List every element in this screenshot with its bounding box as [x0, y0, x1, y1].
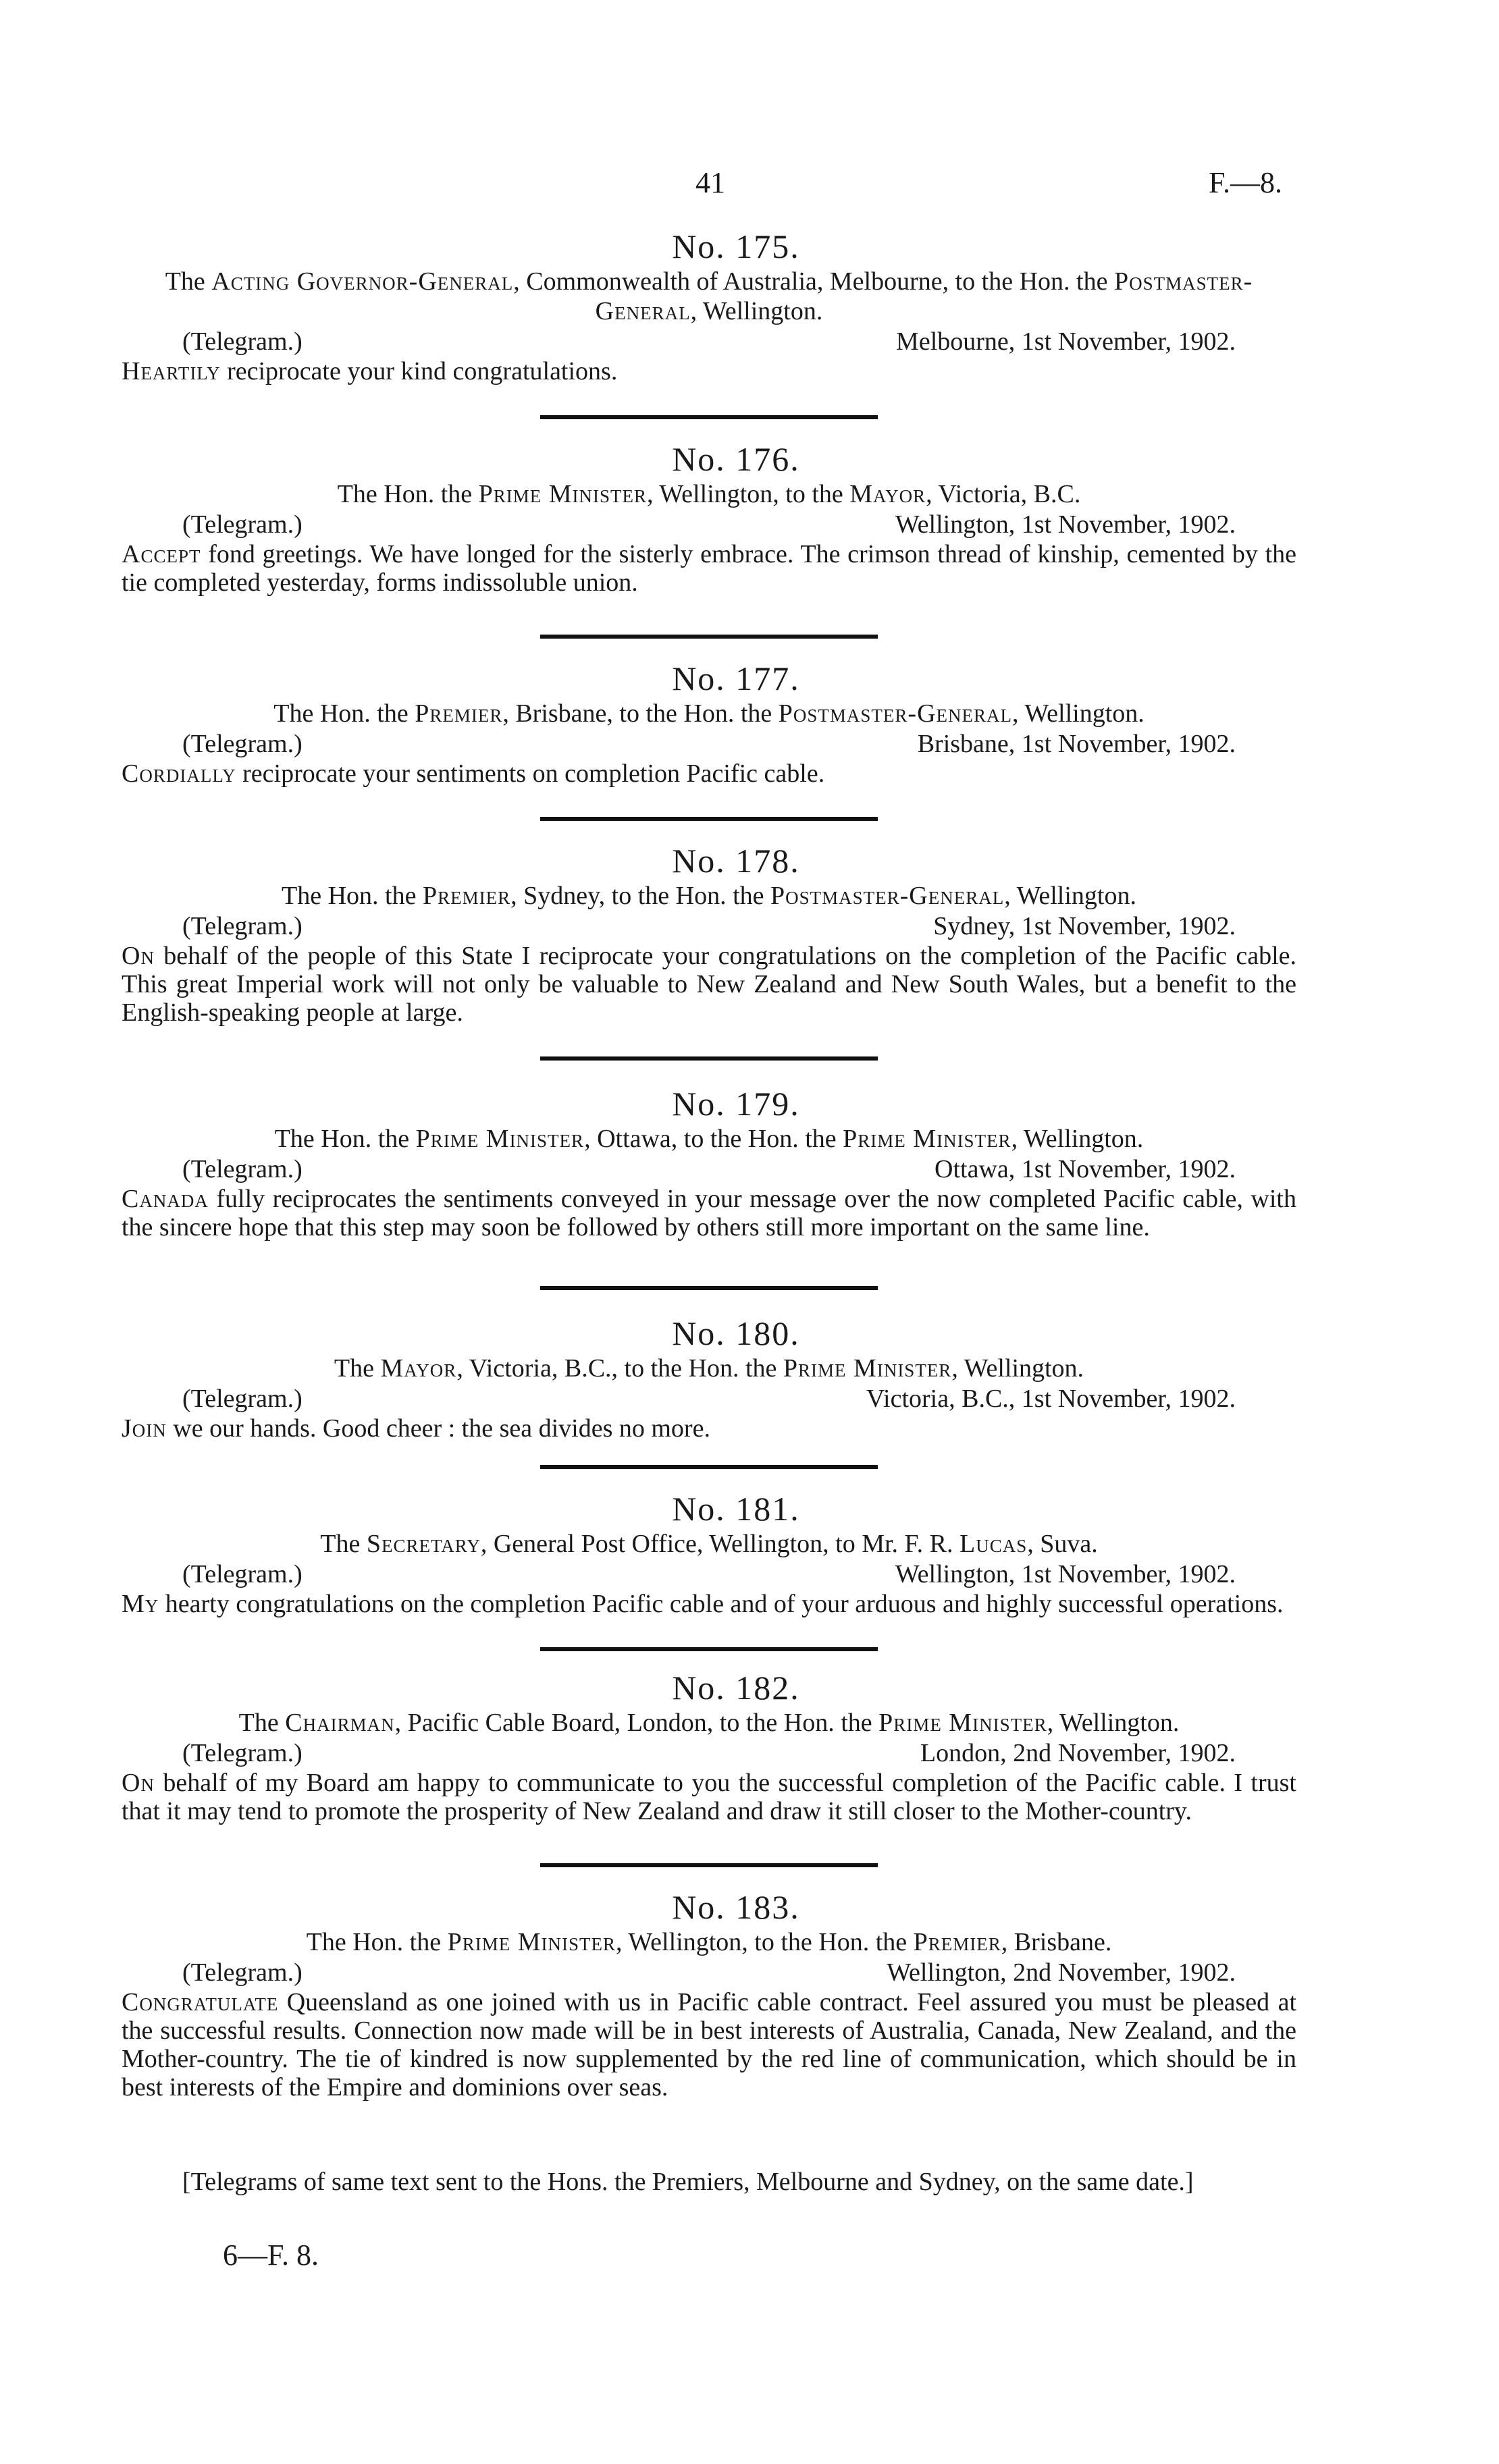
- telegram-place-date: Ottawa, 1st November, 1902.: [935, 1155, 1236, 1183]
- telegram-section: [122, 840, 1296, 1027]
- telegram-body: [122, 1414, 1296, 1443]
- telegram-text: behalf of the people of this State I reciprocate your congratulations on the completion of the Pacific cable. This great Imperial work will not only be valuable to New Zealand and New South Wales, but a benefit to the English-speaking people at large.: [122, 942, 1296, 1027]
- telegram-meta: [122, 326, 1296, 357]
- telegram-body: [122, 1769, 1296, 1825]
- telegram-number: No. 179.: [672, 1085, 800, 1123]
- telegram-lead-word: Join: [122, 1414, 167, 1443]
- title-smallcaps: Mayor: [380, 1354, 457, 1383]
- telegram-address: The Mayor, Victoria, B.C., to the Hon. the Prime Minister, Wellington.: [334, 1354, 1084, 1383]
- signature-mark: 6—F. 8.: [223, 2239, 319, 2272]
- telegram-meta: [122, 911, 1296, 942]
- telegram-place-date: Melbourne, 1st November, 1902.: [896, 327, 1236, 356]
- telegram-lead-word: Accept: [122, 540, 201, 568]
- title-smallcaps: Postmaster-General: [770, 882, 1005, 910]
- telegram-meta: [122, 1383, 1296, 1414]
- telegram-number: No. 175.: [672, 227, 800, 265]
- telegram-place-date: London, 2nd November, 1902.: [920, 1739, 1236, 1767]
- title-smallcaps: Prime Minister: [783, 1354, 952, 1383]
- section-divider: [540, 635, 878, 639]
- telegram-address: The Hon. the Prime Minister, Wellington, to the Mayor, Victoria, B.C.: [337, 480, 1081, 508]
- telegram-text: reciprocate your sentiments on completion Pacific cable.: [236, 759, 825, 788]
- telegram-section: [122, 1887, 1296, 2101]
- telegram-meta: [122, 1559, 1296, 1590]
- telegram-place-date: Wellington, 1st November, 1902.: [895, 1560, 1236, 1588]
- telegram-text: behalf of my Board am happy to communicate to you the successful completion of the Pacific cable. I trust that it may tend to promote the prosperity of New Zealand and draw it still closer to the Mother-country.: [122, 1769, 1296, 1825]
- telegram-meta: [122, 1154, 1296, 1185]
- section-divider: [540, 817, 878, 821]
- section-divider: [540, 415, 878, 419]
- title-smallcaps: Prime Minister: [415, 1125, 585, 1153]
- telegram-text: fully reciprocates the sentiments conveyed in your message over the now completed Pacific cable, with the sincere hope that this step may soon be followed by others still more important on the same line.: [122, 1185, 1296, 1241]
- telegram-address: The Acting Governor-General, Commonwealth of Australia, Melbourne, to the Hon. the Postmaster-General, Wellington.: [165, 267, 1253, 325]
- telegram-number: No. 180.: [672, 1314, 800, 1352]
- telegram-mode: (Telegram.): [182, 327, 303, 356]
- telegram-section: [122, 226, 1296, 385]
- telegram-body: [122, 759, 1296, 788]
- telegram-section: [122, 658, 1296, 788]
- telegram-number: No. 182.: [672, 1669, 800, 1707]
- telegram-number: No. 181.: [672, 1490, 800, 1528]
- telegram-mode: (Telegram.): [182, 510, 303, 539]
- telegram-address: The Hon. the Prime Minister, Ottawa, to the Hon. the Prime Minister, Wellington.: [274, 1125, 1144, 1153]
- title-smallcaps: Secretary: [366, 1530, 481, 1558]
- telegram-text: hearty congratulations on the completion Pacific cable and of your arduous and highly successful operations.: [159, 1590, 1284, 1618]
- telegram-lead-word: Heartily: [122, 357, 221, 385]
- telegram-mode: (Telegram.): [182, 1155, 303, 1183]
- telegram-mode: (Telegram.): [182, 1958, 303, 1987]
- telegram-section: [122, 1313, 1296, 1443]
- telegram-lead-word: On: [122, 942, 155, 970]
- telegram-meta: [122, 1957, 1296, 1988]
- telegram-mode: (Telegram.): [182, 1385, 303, 1413]
- telegram-body: [122, 1988, 1296, 2101]
- telegram-address: The Chairman, Pacific Cable Board, London, to the Hon. the Prime Minister, Wellington.: [238, 1709, 1180, 1737]
- telegram-meta: [122, 1738, 1296, 1769]
- title-smallcaps: Lucas: [959, 1530, 1028, 1558]
- telegram-place-date: Sydney, 1st November, 1902.: [933, 912, 1236, 940]
- telegram-text: we our hands. Good cheer : the sea divides no more.: [166, 1414, 710, 1443]
- telegram-lead-word: Canada: [122, 1185, 209, 1213]
- telegram-lead-word: Cordially: [122, 759, 236, 788]
- telegram-mode: (Telegram.): [182, 730, 303, 758]
- title-smallcaps: Premier: [422, 882, 511, 910]
- section-divider: [540, 1056, 878, 1061]
- telegram-number: No. 183.: [672, 1888, 800, 1926]
- telegram-meta: [122, 509, 1296, 540]
- telegram-lead-word: On: [122, 1769, 155, 1797]
- document-reference: F.—8.: [1209, 166, 1282, 199]
- telegram-section: [122, 1667, 1296, 1825]
- telegram-address: The Hon. the Premier, Brisbane, to the Hon. the Postmaster-General, Wellington.: [273, 699, 1145, 728]
- telegram-section: [122, 1489, 1296, 1618]
- telegram-section: [122, 1083, 1296, 1241]
- telegram-number: No. 177.: [672, 660, 800, 697]
- title-smallcaps: Prime Minister: [478, 480, 648, 508]
- closing-note: [Telegrams of same text sent to the Hons. the Premiers, Melbourne and Sydney, on the same date.]: [182, 2168, 1194, 2196]
- telegram-place-date: Wellington, 2nd November, 1902.: [887, 1958, 1236, 1987]
- section-divider: [540, 1286, 878, 1290]
- telegram-text: fond greetings. We have longed for the sisterly embrace. The crimson thread of kinship, cemented by the tie completed yesterday, forms indissoluble union.: [122, 540, 1296, 597]
- telegram-lead-word: Congratulate: [122, 1988, 279, 2016]
- telegram-address: The Hon. the Premier, Sydney, to the Hon. the Postmaster-General, Wellington.: [282, 882, 1136, 910]
- telegram-section: [122, 439, 1296, 597]
- telegram-address: The Hon. the Prime Minister, Wellington, to the Hon. the Premier, Brisbane.: [306, 1928, 1112, 1956]
- title-smallcaps: Postmaster-General: [595, 267, 1253, 325]
- telegram-mode: (Telegram.): [182, 1560, 303, 1588]
- title-smallcaps: Premier: [415, 699, 503, 728]
- title-smallcaps: Acting Governor-General: [211, 267, 514, 296]
- telegram-text: reciprocate your kind congratulations.: [220, 357, 618, 385]
- telegram-body: [122, 942, 1296, 1027]
- telegram-number: No. 176.: [672, 440, 800, 478]
- title-smallcaps: Mayor: [849, 480, 926, 508]
- title-smallcaps: Prime Minister: [878, 1709, 1047, 1737]
- section-divider: [540, 1863, 878, 1867]
- telegram-text: Queensland as one joined with us in Pacific cable contract. Feel assured you must be pleased at the successful results. Connection now made will be in best interests of Australia, Canada, New Zealand, and the Mother-country. The tie of kindred is now supplemented by the red line of communication, which should be in best interests of the Empire and dominions over seas.: [122, 1988, 1296, 2101]
- telegram-mode: (Telegram.): [182, 1739, 303, 1767]
- telegram-mode: (Telegram.): [182, 912, 303, 940]
- title-smallcaps: Prime Minister: [447, 1928, 616, 1956]
- telegram-place-date: Wellington, 1st November, 1902.: [895, 510, 1236, 539]
- telegram-body: [122, 540, 1296, 597]
- section-divider: [540, 1647, 878, 1651]
- title-smallcaps: Premier: [913, 1928, 1001, 1956]
- telegram-meta: [122, 728, 1296, 759]
- telegram-address: The Secretary, General Post Office, Wellington, to Mr. F. R. Lucas, Suva.: [320, 1530, 1098, 1558]
- telegram-place-date: Brisbane, 1st November, 1902.: [917, 730, 1236, 758]
- title-smallcaps: Prime Minister: [843, 1125, 1011, 1153]
- telegram-lead-word: My: [122, 1590, 159, 1618]
- telegram-body: [122, 1590, 1296, 1618]
- page-number: 41: [695, 166, 725, 199]
- title-smallcaps: Chairman: [285, 1709, 395, 1737]
- section-divider: [540, 1465, 878, 1469]
- telegram-place-date: Victoria, B.C., 1st November, 1902.: [866, 1385, 1236, 1413]
- telegram-body: [122, 1185, 1296, 1241]
- title-smallcaps: Postmaster-General: [778, 699, 1013, 728]
- telegram-number: No. 178.: [672, 842, 800, 880]
- telegram-body: [122, 357, 1296, 385]
